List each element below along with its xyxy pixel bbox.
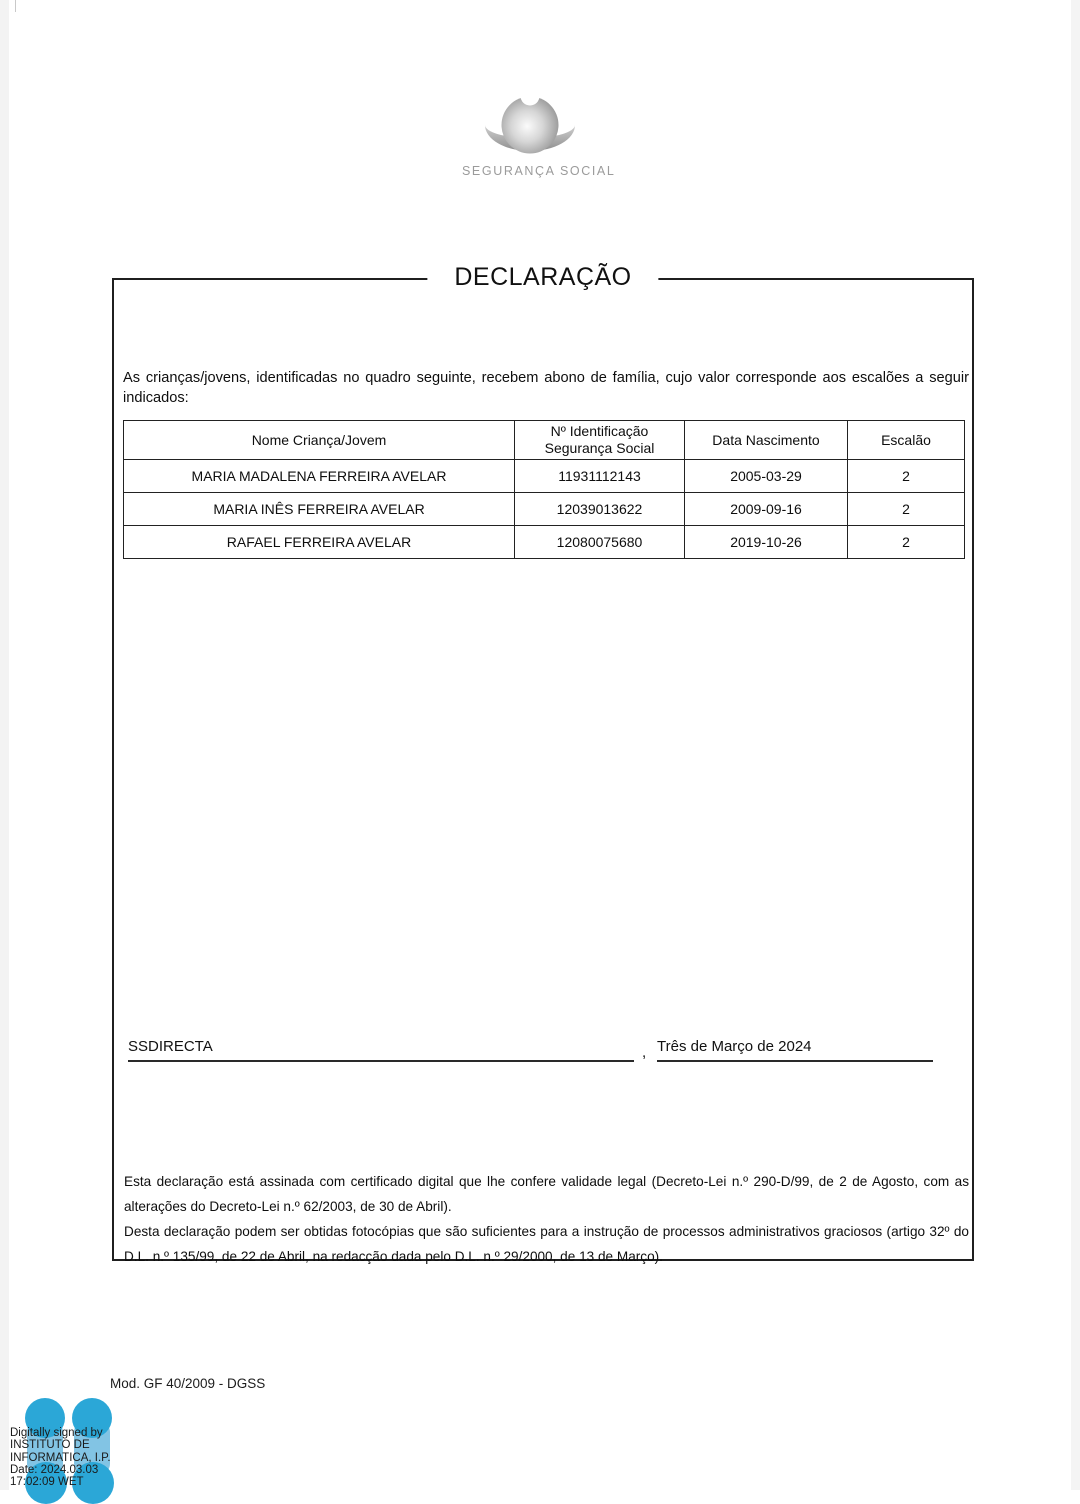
table-row [124, 460, 965, 493]
viewer-right-margin [1071, 0, 1080, 1490]
signature-date: Três de Março de 2024 [657, 1038, 933, 1062]
cell-child-name: MARIA INÊS FERREIRA AVELAR [124, 493, 515, 526]
stamp-text [10, 1427, 111, 1488]
digital-signature-stamp [0, 1394, 160, 1490]
table-row [124, 526, 965, 559]
cell-escalao: 2 [848, 460, 965, 493]
legal-paragraph-2: Desta declaração podem ser obtidas fotocópias que são suficientes para a instrução de processos administrativos graciosos (artigo 32º do D.L. n.º 135/99, de 22 de Abril, na redacção dada pelo D.L. n.º 29/2000, de 13 de Março). [124, 1224, 969, 1264]
declaration-box [112, 263, 974, 1264]
page-title: DECLARAÇÃO [427, 263, 658, 292]
intro-paragraph: As crianças/jovens, identificadas no quadro seguinte, recebem abono de família, cujo valor corresponde aos escalões a seguir indicados: [123, 370, 969, 406]
stamp-text-line: INSTITUTO DE [10, 1439, 90, 1452]
header-birth-date: Data Nascimento [685, 421, 848, 460]
cell-birth-date: 2005-03-29 [685, 460, 848, 493]
viewer-left-margin [0, 0, 9, 1490]
cell-child-name: RAFAEL FERREIRA AVELAR [124, 526, 515, 559]
logo-brand-text: SEGURANÇA SOCIAL [462, 164, 616, 178]
stamp-text-line: Date: 2024.03.03 [10, 1463, 99, 1476]
legal-notes [124, 1169, 969, 1269]
table-row [124, 493, 965, 526]
header-niss [515, 421, 685, 460]
stamp-text-line: INFORMATICA, I.P. [10, 1451, 111, 1464]
cell-niss: 12080075680 [515, 526, 685, 559]
page-edge-mark [15, 0, 16, 12]
legal-paragraph-1: Esta declaração está assinada com certificado digital que lhe confere validade legal (Decreto-Lei n.º 290-D/99, de 2 de Agosto, com as alterações do Decreto-Lei n.º 62/2003, de 30 de Abril). [124, 1174, 969, 1214]
header-niss-line1: Nº Identificação [550, 423, 649, 439]
stamp-text-line: 17:02:09 WET [10, 1476, 84, 1489]
cell-niss: 12039013622 [515, 493, 685, 526]
header-child-name: Nome Criança/Jovem [124, 421, 515, 460]
cell-escalao: 2 [848, 526, 965, 559]
cell-escalao: 2 [848, 493, 965, 526]
seguranca-social-logo [462, 94, 616, 178]
cell-niss: 11931112143 [515, 460, 685, 493]
table-header-row [124, 421, 965, 460]
signature-separator: , [642, 1044, 647, 1061]
cell-child-name: MARIA MADALENA FERREIRA AVELAR [124, 460, 515, 493]
signature-entity: SSDIRECTA [128, 1038, 634, 1062]
cell-birth-date: 2019-10-26 [685, 526, 848, 559]
stamp-text-line: Digitally signed by [10, 1427, 103, 1439]
cell-birth-date: 2009-09-16 [685, 493, 848, 526]
header-escalao: Escalão [848, 421, 965, 460]
form-model-number: Mod. GF 40/2009 - DGSS [110, 1376, 266, 1391]
header-niss-line2: Segurança Social [544, 440, 655, 456]
children-table [123, 420, 965, 559]
seguranca-social-emblem-icon [475, 94, 585, 156]
